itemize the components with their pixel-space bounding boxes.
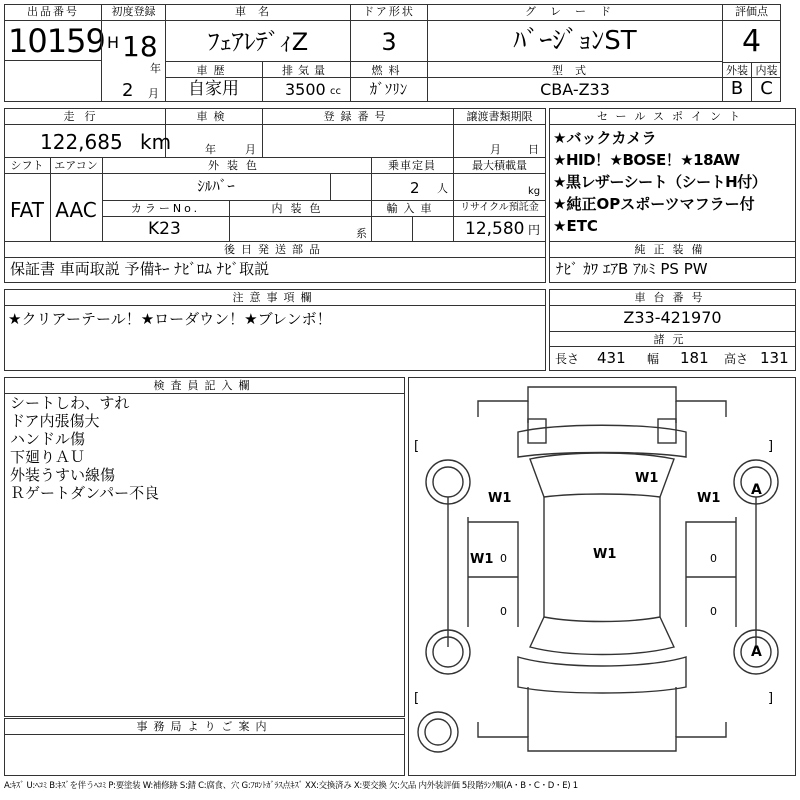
bracket-left-top: [ [414,439,420,454]
dims-label: 諸元 [653,333,692,346]
ac-label: エアコン [54,159,98,172]
fuel: ｶﾞｿﾘﾝ [369,80,408,98]
ext-label: 外装 [726,64,748,77]
interior-unit: 系 [356,227,367,240]
exterior-color: ｼﾙﾊﾞｰ [197,177,235,195]
int-label: 内装 [755,64,778,77]
reg-no-label: 登録番号 [323,110,392,123]
type: CBA-Z33 [540,80,610,99]
chassis-label: 車台番号 [634,291,711,304]
sales-point-2: ★HID！★BOSE！★18AW [553,151,740,169]
transfer-label: 譲渡書類期限 [466,110,533,123]
era: H [107,33,120,52]
capacity-label: 乗車定員 [388,159,436,172]
damage-mark-2: W1 [488,491,512,506]
damage-mark-4: W1 [470,552,494,567]
mileage-label: 走行 [63,110,106,123]
inspector-line-2: ドア内張傷大 [10,412,100,430]
sales-point-4: ★純正OPスポーツマフラー付 [553,195,755,213]
later-parts-text: 保証書 車両取説 予備ｷｰ ﾅﾋﾞﾛﾑ ﾅﾋﾞ取説 [10,260,270,278]
color-no: K23 [148,219,181,239]
transfer-month-unit: 月 [490,143,501,156]
insp-month-unit: 月 [245,143,256,156]
damage-mark-1: W1 [635,471,659,486]
recycle: 12,580 [465,219,525,239]
damage-mark-8: 0 [500,552,507,565]
notes-label: 注意事項欄 [232,291,318,304]
chassis-number: Z33-421970 [623,308,722,327]
color-no-label: カラーNo. [130,202,201,215]
year: 18 [122,30,158,63]
first-reg-label: 初度登録 [111,5,156,18]
inspector-line-4: 下廻りＡＵ [10,448,86,466]
exterior-color-label: 外装色 [208,159,265,172]
inspector-line-5: 外装うすい線傷 [10,466,116,484]
damage-mark-5: W1 [593,547,617,562]
damage-mark-3: W1 [697,491,721,506]
capacity: 2 [410,179,420,197]
lot-no-label: 出品番号 [27,5,79,18]
notes-text: ★クリアーテール！★ローダウン！★ブレンボ！ [8,310,332,328]
bracket-left-bottom: [ [414,691,420,706]
recycle-label: リサイクル預託金 [460,202,539,213]
damage-mark-6: A [751,482,762,498]
inspector-line-6: Ｒゲートダンパー不良 [10,484,160,502]
mileage: 122,685 [40,130,123,154]
type-label: 型式 [552,64,598,77]
mileage-unit: km [140,130,172,154]
length-label: 長さ [555,352,580,366]
score: 4 [741,24,762,59]
damage-mark-7: A [751,644,762,660]
bracket-right-bottom: ] [768,691,774,706]
interior-color-label: 内装色 [271,202,329,215]
score-label: 評価点 [735,5,768,18]
inspector-line-3: ハンドル傷 [10,430,86,448]
shift-label: シフト [10,159,44,172]
height: 131 [760,349,789,367]
inspection-label: 車検 [196,110,231,123]
car-diagram [408,377,796,776]
ext-grade: B [730,78,744,99]
width: 181 [680,349,709,367]
sales-points-label: セールスポイント [596,110,748,123]
length: 431 [597,349,626,367]
sales-point-5: ★ETC [553,217,598,235]
bracket-right-top: ] [768,439,774,454]
model: ﾌｪｱﾚﾃﾞｨZ [207,28,309,56]
displacement-unit: cc [330,86,341,97]
ac: AAC [55,198,97,222]
door-label: ドア形状 [363,5,415,18]
grade-label: グレード [525,5,625,18]
history-label: 車歴 [196,64,231,77]
capacity-unit: 人 [437,182,448,195]
max-load-unit: kg [528,186,541,197]
grade: ﾊﾞｰｼﾞｮﾝST [513,26,637,56]
office-label: 事務局よりご案内 [136,720,273,733]
model-label: 車名 [235,5,281,18]
lot-no: 10159 [8,22,105,60]
displacement: 3500 [285,80,326,99]
shift: FAT [9,198,44,222]
width-label: 幅 [647,352,660,366]
damage-mark-9: 0 [500,605,507,618]
recycle-unit: 円 [528,223,541,237]
sales-point-3: ★黒レザーシート（シートH付） [553,173,767,191]
genuine-text: ﾅﾋﾞ ｶﾜ ｴｱB ｱﾙﾐ PS PW [556,260,708,278]
height-label: 高さ [724,352,749,366]
door: 3 [381,28,397,56]
year-unit: 年 [150,62,161,75]
month-unit: 月 [148,87,159,100]
max-load-label: 最大積載量 [472,159,527,172]
inspector-line-1: シートしわ、すれ [10,394,130,412]
displacement-label: 排気量 [282,64,330,77]
int-grade: C [760,78,773,99]
damage-mark-10: 0 [710,552,717,565]
history: 自家用 [188,79,239,99]
month: 2 [122,80,134,101]
insp-year-unit: 年 [205,143,216,156]
fuel-label: 燃料 [371,64,406,77]
inspector-label: 検査員記入欄 [153,379,256,392]
legend: A:ｷｽﾞ U:ﾍｺﾐ B:ｷｽﾞを伴うﾍｺﾐ P:要塗装 W:補修跡 S:錆 C:腐食、穴 G:ﾌﾛﾝﾄｶﾞﾗｽ点ｷｽﾞ XX:交換済み X:要交換 欠:欠品 内外装評価 5段階ﾗﾝｸ順(A・B・C・D・E) 1 [4,781,578,791]
later-parts-label: 後日発送部品 [224,243,326,256]
sales-point-1: ★バックカメラ [553,129,657,147]
genuine-label: 純正装備 [634,243,711,256]
import-label: 輸入車 [386,202,438,215]
transfer-day-unit: 日 [528,143,539,156]
damage-mark-11: 0 [710,605,717,618]
